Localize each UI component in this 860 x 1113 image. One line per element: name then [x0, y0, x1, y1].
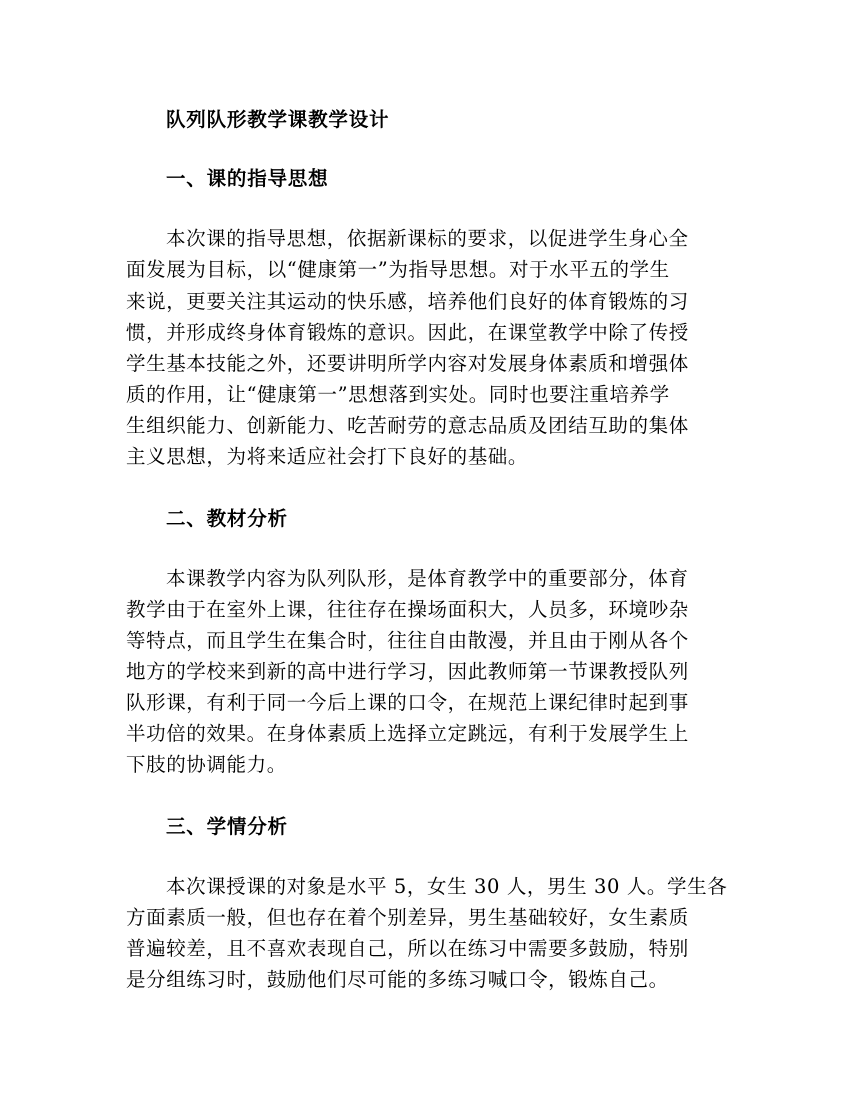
section-3-line: 方面素质一般，但也存在着个别差异，男生基础较好，女生素质	[126, 906, 689, 929]
section-3-line: 本次课授课的对象是水平 5，女生 30 人，男生 30 人。学生各	[166, 875, 728, 898]
section-1-line: 主义思想，为将来适应社会打下良好的基础。	[126, 445, 529, 468]
section-2-line: 下肢的协调能力。	[126, 753, 287, 776]
document-title: 队列队形教学课教学设计	[166, 108, 390, 131]
section-3-line: 普遍较差，且不喜欢表现自己，所以在练习中需要多鼓励，特别	[126, 937, 689, 960]
section-1-line: 质的作用，让“健康第一”思想落到实处。同时也要注重培养学	[126, 383, 670, 406]
section-1-line: 生组织能力、创新能力、吃苦耐劳的意志品质及团结互助的集体	[126, 414, 689, 437]
section-1-line: 学生基本技能之外，还要讲明所学内容对发展身体素质和增强体	[126, 352, 689, 375]
section-2-line: 队形课，有利于同一今后上课的口令，在规范上课纪律时起到事	[126, 691, 689, 714]
section-2-line: 半功倍的效果。在身体素质上选择立定跳远，有利于发展学生上	[126, 722, 689, 745]
section-1-line: 面发展为目标，以“健康第一”为指导思想。对于水平五的学生	[126, 258, 670, 281]
section-1-line: 本次课的指导思想，依据新课标的要求，以促进学生身心全	[166, 227, 689, 250]
section-2-line: 教学由于在室外上课，往往存在操场面积大，人员多，环境吵杂	[126, 598, 689, 621]
section-1-line: 惯，并形成终身体育锻炼的意识。因此，在课堂教学中除了传授	[126, 321, 689, 344]
section-2-line: 等特点，而且学生在集合时，往往自由散漫，并且由于刚从各个	[126, 629, 689, 652]
section-2-line: 地方的学校来到新的高中进行学习，因此教师第一节课教授队列	[126, 660, 689, 683]
section-3-line: 是分组练习时，鼓励他们尽可能的多练习喊口令，锻炼自己。	[126, 968, 669, 991]
section-2-heading: 二、教材分析	[166, 507, 288, 530]
section-1-heading: 一、课的指导思想	[166, 167, 329, 190]
section-1-line: 来说，更要关注其运动的快乐感，培养他们良好的体育锻炼的习	[126, 290, 689, 313]
section-3-heading: 三、学情分析	[166, 815, 288, 838]
section-2-line: 本课教学内容为队列队形，是体育教学中的重要部分，体育	[166, 567, 689, 590]
